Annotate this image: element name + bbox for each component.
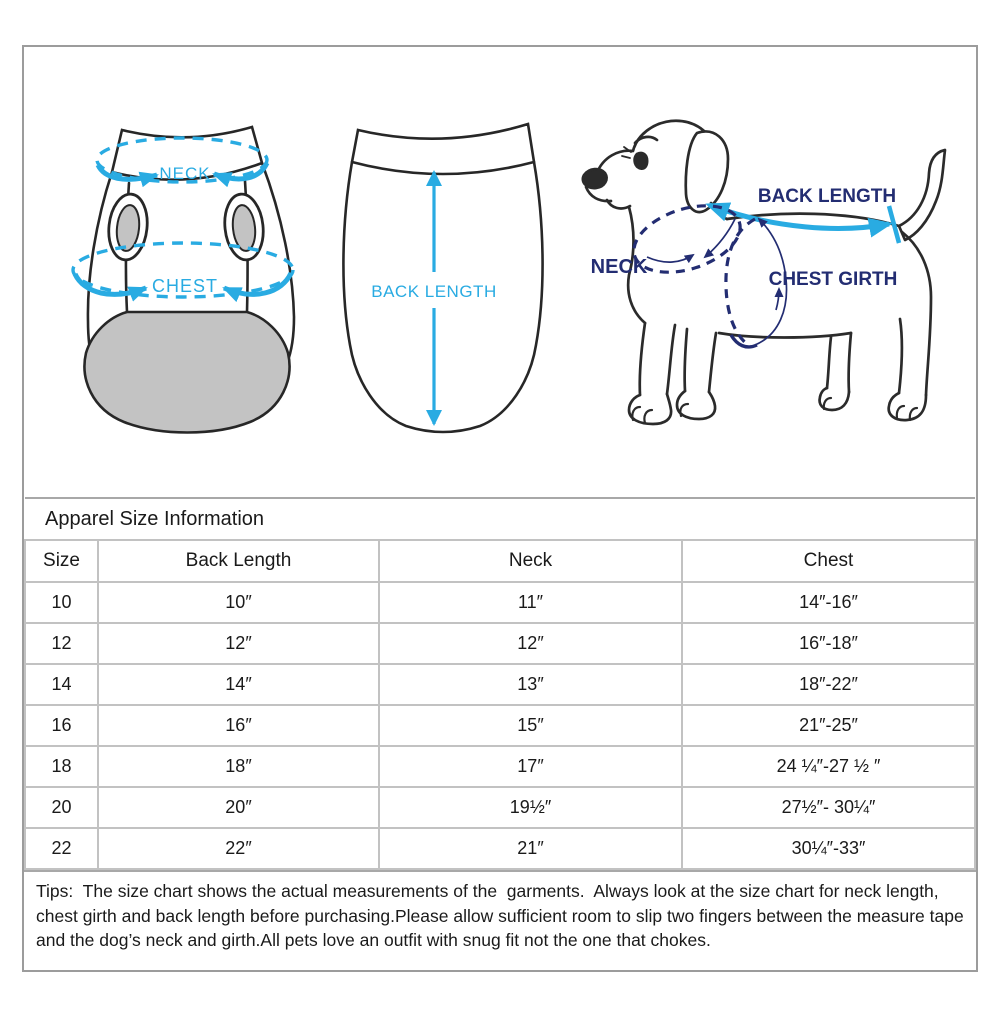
dog-nose [583,169,607,188]
chest-cell: 24 ¼″-27 ½ ″ [682,746,975,787]
header-back-length: Back Length [98,540,379,582]
chest-cell: 21″-25″ [682,705,975,746]
neck-cell: 13″ [379,664,682,705]
size-cell: 18 [25,746,98,787]
back-length-cell: 12″ [98,623,379,664]
tips-text: Tips: The size chart shows the actual measurements of the garments. Always look at the size chart for neck length, chest girth and back length before purchasing.Please allow sufficient room to slip two fingers between the measure tape and the dog’s neck and girth.All pets love an outfit with snug fit not the one that chokes. [24,870,976,959]
chest-cell: 30¼″-33″ [682,828,975,869]
back-length-cell: 18″ [98,746,379,787]
back-length-cell: 10″ [98,582,379,623]
dog-ear [686,132,728,212]
neck-cell: 11″ [379,582,682,623]
size-cell: 12 [25,623,98,664]
dog-diagram [569,107,969,439]
neck-cell: 21″ [379,828,682,869]
neck-cell: 12″ [379,623,682,664]
size-cell: 14 [25,664,98,705]
dog-eye [635,153,648,169]
table-row [25,746,975,787]
dog-back-length-arrow [709,205,899,243]
table-row [25,623,975,664]
table-row [25,787,975,828]
dog-tail [899,150,945,240]
dog-chest-girth-label: CHEST GIRTH [768,269,898,290]
back-length-label: BACK LENGTH [371,282,497,301]
dog-back-length-label: BACK LENGTH [757,186,897,207]
chest-cell: 16″-18″ [682,623,975,664]
chest-cell: 27½″- 30¼″ [682,787,975,828]
dog-measure-lines [625,193,786,347]
table-row [25,582,975,623]
size-cell: 10 [25,582,98,623]
table-title: Apparel Size Information [25,498,975,540]
table-title-row [25,498,975,540]
header-neck: Neck [379,540,682,582]
back-length-cell: 22″ [98,828,379,869]
garment-back-diagram [340,120,546,440]
front-chest-label: CHEST [151,276,219,296]
back-length-cell: 16″ [98,705,379,746]
neck-cell: 17″ [379,746,682,787]
table-row [25,828,975,869]
table-header-row [25,540,975,582]
table-row [25,705,975,746]
size-cell: 16 [25,705,98,746]
header-chest: Chest [682,540,975,582]
dog-neck-label: NECK [590,256,648,278]
measurement-diagrams [24,47,976,497]
back-length-cell: 20″ [98,787,379,828]
garment-armholes [106,192,267,262]
size-cell: 22 [25,828,98,869]
garment-front-diagram [60,121,312,439]
table-row [25,664,975,705]
back-length-cell: 14″ [98,664,379,705]
garment-back-outline [343,124,542,432]
neck-cell: 15″ [379,705,682,746]
garment-front-skirt [85,312,290,433]
header-size: Size [25,540,98,582]
front-neck-label: NECK [159,164,211,183]
size-table [24,497,976,870]
chest-cell: 14″-16″ [682,582,975,623]
chest-cell: 18″-22″ [682,664,975,705]
neck-cell: 19½″ [379,787,682,828]
size-cell: 20 [25,787,98,828]
content-frame [22,45,978,972]
